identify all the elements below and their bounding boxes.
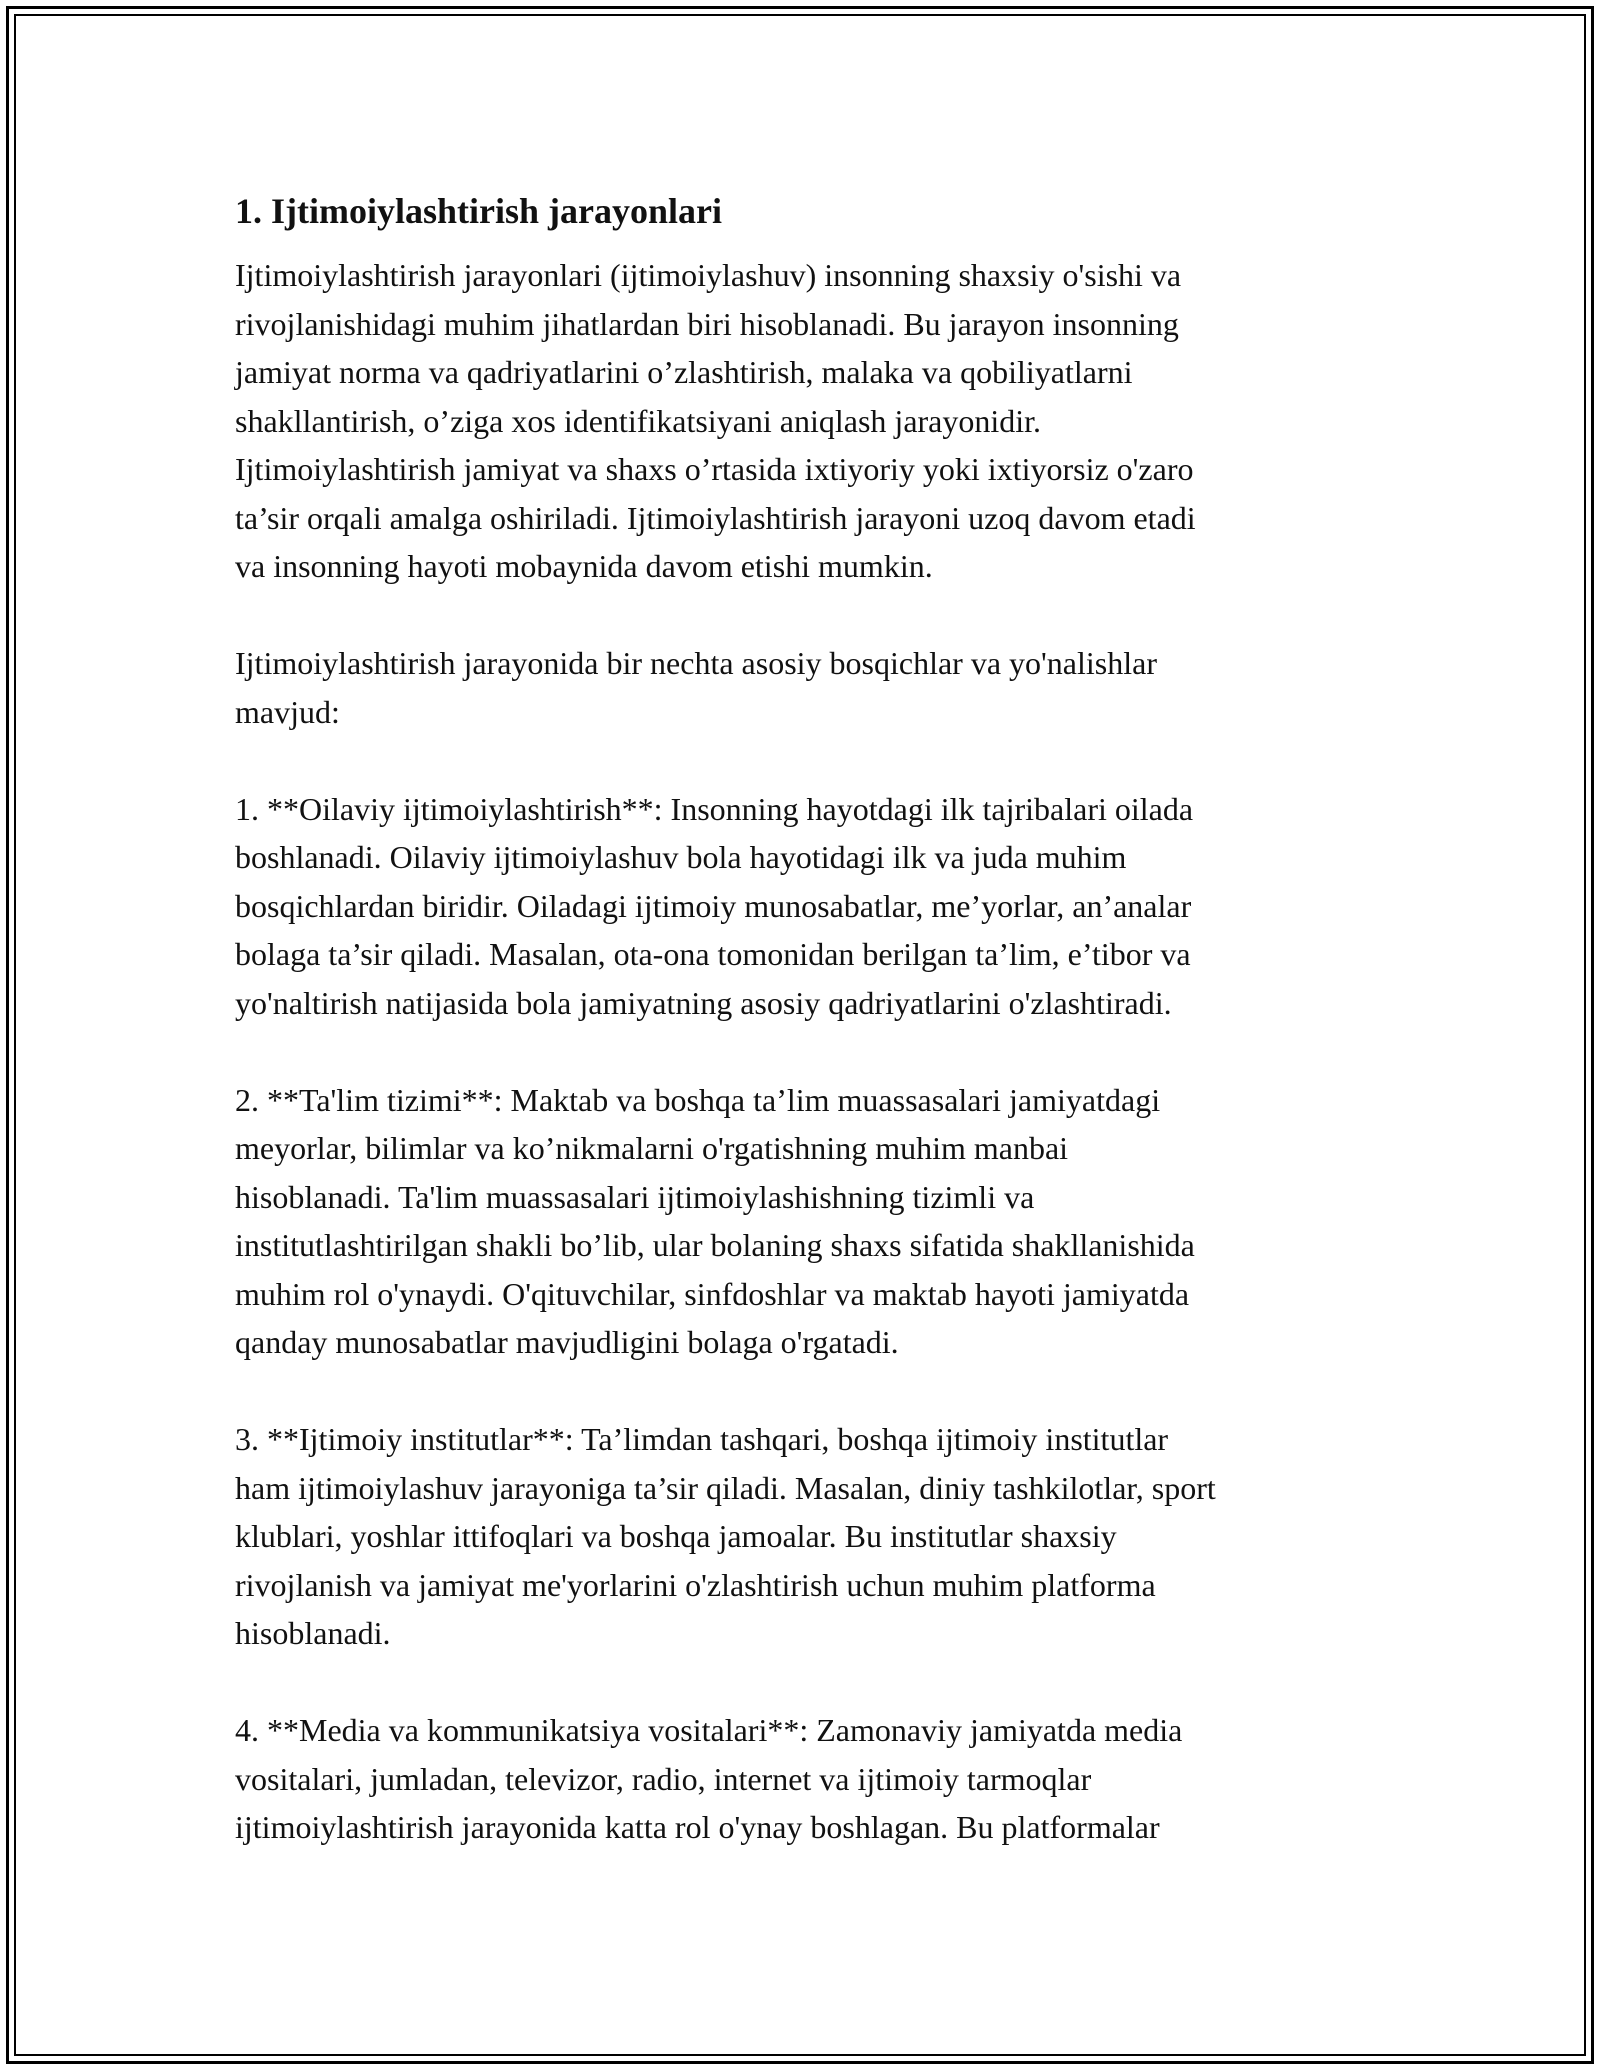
list-item-education-system: 2. **Ta'lim tizimi**: Maktab va boshqa ta’lim muassasalari jamiyatdagi meyorlar, bilimlar va ko’nikmalarni o'rgatishning muhim manbai hisoblanadi. Ta'lim muassasalari ijtimoiylashishning tizimli va institutlashtirilgan shakli bo’lib, ular bolaning shaxs sifatida shakllanishida muhim rol o'ynaydi. O'qituvchilar, sinfdoshlar va maktab hayoti jamiyatda qanday munosabatlar mavjudligini bolaga o'rgatadi. <box>235 1081 1195 1360</box>
document-body <box>235 185 1385 1900</box>
list-item-media-communication: 4. **Media va kommunikatsiya vositalari**: Zamonaviy jamiyatda media vositalari, jumladan, televizor, radio, internet va ijtimoiy tarmoqlar ijtimoiylashtirish jarayonida katta rol o'ynay boshlagan. Bu platformalar <box>235 1712 1183 1845</box>
section-heading: 1. Ijtimoiylashtirish jarayonlari <box>235 191 722 231</box>
intro-paragraph: Ijtimoiylashtirish jarayonlari (ijtimoiylashuv) insonning shaxsiy o'sishi va rivojlanishidagi muhim jihatlardan biri hisoblanadi. Bu jarayon insonning jamiyat norma va qadriyatlarini o’zlashtirish, malaka va qobiliyatlarni shakllantirish, o’ziga xos identifikatsiyani aniqlash jarayonidir. Ijtimoiylashtirish jamiyat va shaxs o’rtasida ixtiyoriy yoki ixtiyorsiz o'zaro ta’sir orqali amalga oshiriladi. Ijtimoiylashtirish jarayoni uzoq davom etadi va insonning hayoti mobaynida davom etishi mumkin. <box>235 257 1196 584</box>
list-item-social-institutions: 3. **Ijtimoiy institutlar**: Ta’limdan tashqari, boshqa ijtimoiy institutlar ham ijtimoiylashuv jarayoniga ta’sir qiladi. Masalan, diniy tashkilotlar, sport klublari, yoshlar ittifoqlari va boshqa jamoalar. Bu institutlar shaxsiy rivojlanish va jamiyat me'yorlarini o'zlashtirish uchun muhim platforma hisoblanadi. <box>235 1421 1216 1651</box>
list-item-family-socialization: 1. **Oilaviy ijtimoiylashtirish**: Insonning hayotdagi ilk tajribalari oilada boshlanadi. Oilaviy ijtimoiylashuv bola hayotidagi ilk va juda muhim bosqichlardan biridir. Oiladagi ijtimoiy munosabatlar, me’yorlar, an’analar bolaga ta’sir qiladi. Masalan, ota-ona tomonidan berilgan ta’lim, e’tibor va yo'naltirish natijasida bola jamiyatning asosiy qadriyatlarini o'zlashtiradi. <box>235 790 1194 1021</box>
stages-intro-paragraph: Ijtimoiylashtirish jarayonida bir nechta asosiy bosqichlar va yo'nalishlar mavjud: <box>235 645 1157 730</box>
